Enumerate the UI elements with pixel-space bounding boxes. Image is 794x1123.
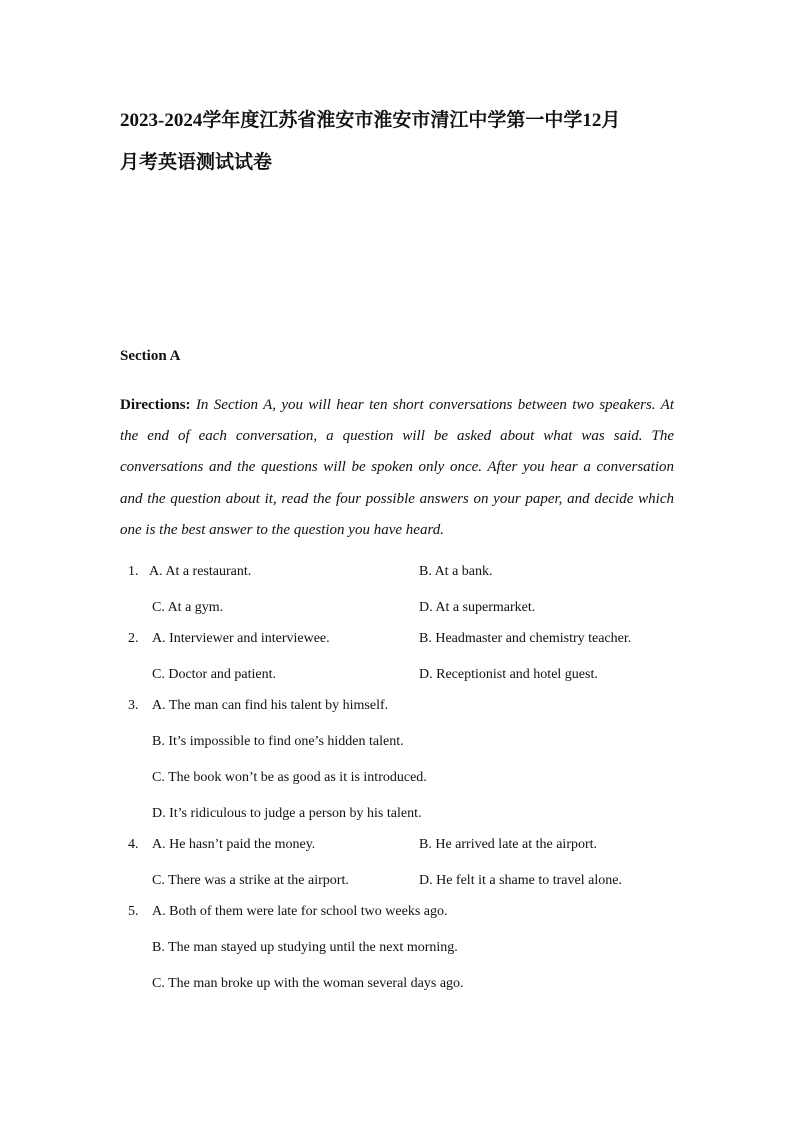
option-b: B. The man stayed up studying until the next morning.	[152, 940, 458, 955]
option-a: A. He hasn’t paid the money.	[152, 837, 316, 852]
question-number: 5.	[128, 904, 139, 919]
option-c: C. At a gym.	[152, 600, 224, 615]
option-c: C. Doctor and patient.	[152, 667, 277, 682]
option-d: D. At a supermarket.	[419, 600, 536, 615]
option-c: C. The man broke up with the woman several days ago.	[152, 976, 464, 991]
option-b: B. Headmaster and chemistry teacher.	[419, 631, 632, 646]
option-a: A. At a restaurant.	[149, 564, 252, 579]
title-line-1: 2023-2024学年度江苏省淮安市淮安市清江中学第一中学12月	[120, 110, 621, 131]
directions-paragraph	[120, 390, 674, 546]
option-d: D. Receptionist and hotel guest.	[419, 667, 598, 682]
question-number: 2.	[128, 631, 139, 646]
option-a: A. Interviewer and interviewee.	[152, 631, 330, 646]
directions-text: In Section A, you will hear ten short conversations between two speakers. At the end of each conversation, a question will be asked about what was said. The conversations and the questions will be spoken only once. After you hear a conversation and the question about it, read the four possible answers on your paper, and decide which one is the best answer to the question you have heard.	[120, 397, 674, 538]
section-heading: Section A	[120, 348, 181, 364]
option-b: B. At a bank.	[419, 564, 493, 579]
option-a: A. Both of them were late for school two weeks ago.	[152, 904, 448, 919]
option-d: D. He felt it a shame to travel alone.	[419, 873, 622, 888]
document-title	[120, 100, 680, 184]
title-line-2: 月考英语测试试卷	[120, 152, 273, 173]
directions-label: Directions:	[120, 397, 191, 413]
option-c: C. There was a strike at the airport.	[152, 873, 349, 888]
question-number: 3.	[128, 698, 139, 713]
option-d: D. It’s ridiculous to judge a person by his talent.	[152, 806, 422, 821]
question-number: 4.	[128, 837, 139, 852]
option-c: C. The book won’t be as good as it is introduced.	[152, 770, 427, 785]
option-b: B. It’s impossible to find one’s hidden talent.	[152, 734, 404, 749]
option-a: A. The man can find his talent by himself.	[152, 698, 389, 713]
option-b: B. He arrived late at the airport.	[419, 837, 598, 852]
question-number: 1.	[128, 564, 139, 579]
